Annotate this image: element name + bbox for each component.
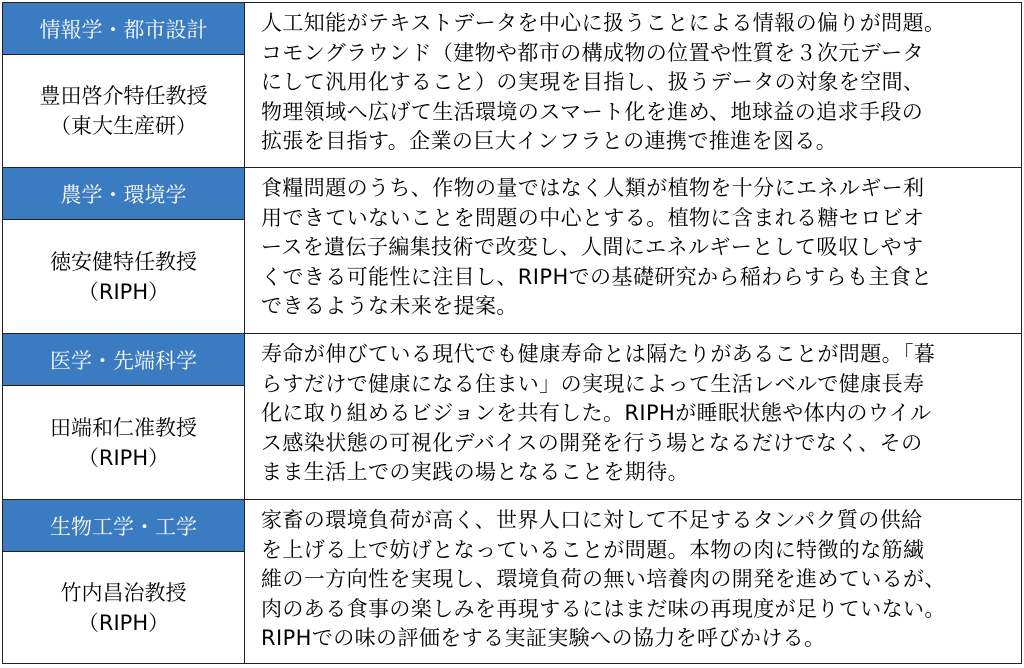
description-line: 肉のある食事の楽しみを再現するにはまだ味の再現度が足りていない。	[261, 596, 946, 621]
researcher-affiliation: （RIPH）	[77, 610, 170, 635]
description-line: 拡張を目指す。企業の巨大インフラとの連携で推進を図る。	[261, 129, 838, 153]
researcher-cell	[3, 3, 245, 167]
researcher-name: 徳安健特任教授	[50, 249, 197, 274]
description-line: 化に取り組めるビジョンを共有した。RIPHが睡眠状態や体内のウイル	[261, 401, 932, 425]
description-line: くできる可能性に注目し、RIPHでの基礎研究から稲わらすらも主食と	[261, 264, 933, 289]
researcher-name: 竹内昌治教授	[60, 580, 187, 605]
description-cell	[245, 168, 1021, 333]
description-cell	[245, 3, 1021, 167]
description-cell	[245, 500, 1021, 663]
researcher-affiliation: （RIPH）	[77, 279, 170, 304]
field-header: 農学・環境学	[3, 168, 244, 220]
researcher-name: 豊田啓介特任教授	[39, 84, 208, 108]
description-line: 人工知能がテキストデータを中心に扱うことによる情報の偏りが問題。	[261, 11, 946, 35]
researcher-info	[3, 55, 244, 167]
description-line: 食糧問題のうち、作物の量ではなく人類が植物を十分にエネルギー利	[261, 176, 925, 200]
description-line: コモングラウンド（建物や都市の構成物の位置や性質を３次元データ	[261, 40, 924, 65]
description-line: ースを遺伝子編集技術で改変し、人間にエネルギーとして吸収しやす	[261, 235, 924, 259]
description-line: を上げる上で妨げとなっていることが問題。本物の肉に特徴的な筋繊	[261, 537, 925, 562]
table-row	[2, 500, 1022, 664]
description-line: にして汎用化すること）の実現を目指し、扱うデータの対象を空間、	[261, 70, 925, 94]
description-line: ス感染状態の可視化デバイスの開発を行う場となるだけでなく、その	[261, 430, 923, 455]
researcher-info	[3, 552, 244, 663]
researcher-info	[3, 220, 244, 333]
research-table	[2, 2, 1022, 664]
field-header: 医学・先端科学	[3, 334, 244, 386]
researcher-cell	[3, 334, 245, 499]
description-line: RIPHでの味の評価をする実証実験への協力を呼びかける。	[261, 626, 826, 650]
description-line: 寿命が伸びている現代でも健康寿命とは隔たりがあることが問題。「暮	[261, 342, 936, 366]
description-line: 維の一方向性を実現し、環境負荷の無い培養肉の開発を進めているが、	[261, 567, 946, 591]
table-row	[2, 2, 1022, 168]
description-line: 物理領域へ広げて生活環境のスマート化を進め、地球益の追求手段の	[261, 99, 924, 124]
field-header: 情報学・都市設計	[3, 3, 244, 55]
table-row	[2, 334, 1022, 500]
researcher-cell	[3, 500, 245, 663]
field-header: 生物工学・工学	[3, 500, 244, 552]
table-row	[2, 168, 1022, 334]
researcher-cell	[3, 168, 245, 333]
description-cell	[245, 334, 1021, 499]
researcher-name: 田端和仁准教授	[50, 415, 197, 440]
researcher-info	[3, 386, 244, 499]
description-line: まま生活上での実践の場となることを期待。	[261, 460, 689, 484]
researcher-affiliation: （RIPH）	[77, 445, 170, 470]
description-line: 家畜の環境負荷が高く、世界人口に対して不足するタンパク質の供給	[261, 508, 923, 532]
description-line: 用できていないことを問題の中心とする。植物に含まれる糖セロビオ	[261, 205, 925, 230]
description-line: できるような未来を提案。	[261, 294, 518, 318]
researcher-affiliation: （東大生産研）	[50, 114, 197, 138]
description-line: らすだけで健康になる住まい」の実現によって生活レベルで健康長寿	[261, 371, 925, 396]
